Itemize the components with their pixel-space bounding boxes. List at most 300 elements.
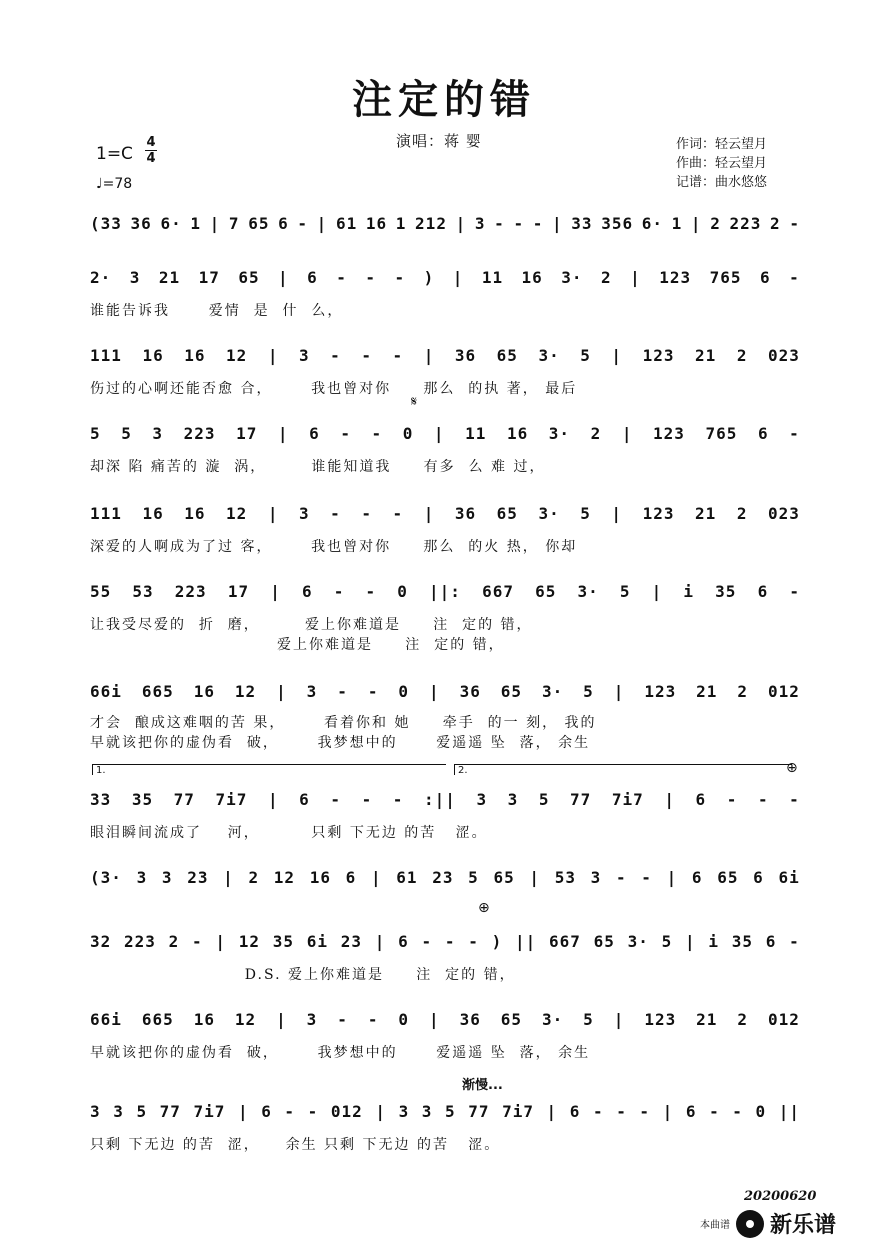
barline: |	[428, 1009, 440, 1029]
note-group: 5	[90, 423, 101, 443]
credits-block	[676, 135, 767, 192]
notes-line	[90, 676, 800, 706]
note-group: 17	[198, 267, 220, 287]
note-group: 16	[365, 213, 388, 233]
note-group: 111	[90, 345, 122, 365]
notes-line	[90, 1004, 800, 1034]
note-group: 21	[158, 267, 181, 287]
note-group: -	[337, 1009, 348, 1029]
notes-line	[90, 262, 800, 292]
note-group: -	[789, 213, 800, 233]
barline: |	[452, 267, 464, 287]
note-group: 667	[549, 931, 581, 951]
note-group: 6	[307, 267, 318, 287]
note-group: 6	[691, 867, 703, 887]
barline: |	[529, 867, 541, 887]
note-group: 6	[753, 867, 764, 887]
note-group: i	[708, 931, 720, 951]
barline: :||	[423, 789, 456, 809]
note-group: -	[371, 423, 383, 443]
lyric-line-2: 早就该把你的虚伪看 破， 我梦想中的 爱遥遥 坠 落， 余生	[90, 735, 591, 751]
note-group: 23	[187, 867, 209, 887]
note-group: -	[532, 213, 544, 233]
notes-line	[90, 576, 800, 606]
note-group: 6	[759, 267, 771, 287]
barline: |	[690, 213, 702, 233]
lyricist-credit: 作词：轻云望月	[676, 137, 768, 152]
barline: |	[237, 1101, 249, 1121]
note-group: -	[732, 1101, 743, 1121]
note-group: 012	[767, 681, 800, 701]
barline: |	[276, 1009, 287, 1029]
note-group: 65	[238, 267, 260, 287]
note-group: 21	[696, 1009, 718, 1029]
barline: |	[370, 867, 382, 887]
date-stamp: 20200620	[744, 1189, 817, 1204]
note-group: -	[789, 423, 800, 443]
segno-icon: 𝄋	[411, 394, 418, 410]
barline: |	[267, 503, 279, 523]
note-group: 53	[132, 581, 154, 601]
note-group: 6	[301, 581, 313, 601]
note-group: 3	[421, 1101, 433, 1121]
note-group: -	[421, 931, 433, 951]
note-group: 3·	[541, 681, 564, 701]
note-group: 3	[161, 867, 173, 887]
composer-credit: 作曲：轻云望月	[676, 156, 768, 171]
note-group: (3·	[90, 867, 122, 887]
note-group: -	[789, 931, 800, 951]
note-group: 5	[538, 789, 550, 809]
key-signature: 1=C	[96, 144, 133, 164]
meter-top: 4	[146, 135, 156, 150]
note-group: -	[789, 581, 800, 601]
note-group: 77	[173, 789, 195, 809]
note-group: 3	[129, 267, 141, 287]
note-group: 35	[731, 931, 754, 951]
note-group: 6	[569, 1101, 581, 1121]
note-group: 12	[226, 503, 248, 523]
barline: |	[423, 345, 435, 365]
lyric-line: 早就该把你的虚伪看 破， 我梦想中的 爱遥遥 坠 落， 余生	[90, 1045, 591, 1061]
notes-line	[90, 498, 800, 528]
note-group: 65	[496, 345, 518, 365]
note-group: 0	[755, 1101, 767, 1121]
barline: |	[613, 1009, 625, 1029]
barline: |	[223, 867, 234, 887]
note-group: -	[330, 503, 341, 523]
note-group: 111	[90, 503, 122, 523]
note-group: 223	[124, 931, 156, 951]
note-group: 16	[142, 503, 164, 523]
notes-line	[90, 340, 800, 370]
barline: |	[662, 1101, 674, 1121]
note-group: 36	[459, 681, 481, 701]
note-group: 356	[601, 213, 634, 233]
transcriber-credit: 记谱：曲水悠悠	[676, 175, 768, 190]
note-group: -	[340, 423, 351, 443]
note-group: 0	[402, 423, 414, 443]
barline: |	[375, 1101, 386, 1121]
note-group: 6	[299, 789, 310, 809]
note-group: 7i7	[502, 1101, 534, 1121]
note-group: 2	[737, 1009, 749, 1029]
notes-line	[90, 862, 800, 892]
note-group: 5	[580, 345, 591, 365]
note-group: 6	[345, 867, 357, 887]
note-group: -	[336, 267, 347, 287]
note-group: 0	[397, 581, 408, 601]
barline: |	[270, 581, 281, 601]
note-group: 21	[696, 681, 718, 701]
note-group: 3	[299, 345, 310, 365]
note-group: -	[444, 931, 456, 951]
note-group: 12	[234, 681, 257, 701]
note-group: )	[491, 931, 503, 951]
note-group: 6	[695, 789, 707, 809]
note-group: 33	[571, 213, 593, 233]
note-group: 2	[590, 423, 602, 443]
note-group: -	[330, 345, 341, 365]
note-group: 65	[248, 213, 270, 233]
barline: ||:	[429, 581, 461, 601]
logo-text: 新乐谱	[770, 1213, 837, 1238]
lyric-line: 眼泪瞬间流成了 河， 只剩 下无边 的苦 涩。	[90, 825, 488, 841]
note-group: -	[615, 867, 627, 887]
note-group: 36	[130, 213, 152, 233]
note-group: 17	[227, 581, 250, 601]
note-group: 3·	[627, 931, 649, 951]
barline: |	[666, 867, 678, 887]
singer-credit: 演唱：蒋 婴	[396, 132, 482, 150]
note-group: 66i	[90, 681, 122, 701]
note-group: 5	[583, 681, 594, 701]
barline: |	[277, 423, 289, 443]
note-group: 0	[398, 681, 410, 701]
barline: |	[267, 789, 279, 809]
note-group: 11	[465, 423, 487, 443]
song-title: 注定的错	[352, 76, 536, 123]
note-group: 6	[685, 1101, 697, 1121]
note-group: 7	[228, 213, 240, 233]
lyric-line: 却深 陷 痛苦的 漩 涡， 谁能知道我 有多 么 难 过，	[90, 459, 546, 475]
note-group: -	[192, 931, 203, 951]
site-logo	[700, 1208, 836, 1239]
note-group: 65	[500, 1009, 523, 1029]
notes-line	[90, 1096, 800, 1126]
note-group: -	[361, 789, 373, 809]
note-group: -	[757, 789, 769, 809]
note-group: 35	[272, 931, 295, 951]
note-group: 65	[500, 681, 523, 701]
note-group: 123	[644, 681, 677, 701]
note-group: 5	[619, 581, 631, 601]
note-group: 1	[190, 213, 201, 233]
note-group: -	[726, 789, 738, 809]
note-group: 6	[309, 423, 320, 443]
barline: |	[276, 681, 287, 701]
note-group: 21	[695, 345, 717, 365]
note-group: 16	[309, 867, 331, 887]
barline: |	[552, 213, 563, 233]
note-group: 5	[661, 931, 673, 951]
note-group: -	[468, 931, 479, 951]
note-group: 123	[644, 1009, 677, 1029]
note-group: 12	[273, 867, 296, 887]
note-group: 23	[432, 867, 454, 887]
note-group: 3	[474, 213, 486, 233]
barline: |	[630, 267, 641, 287]
note-group: 16	[506, 423, 529, 443]
note-group: 2	[248, 867, 260, 887]
note-group: -	[392, 789, 404, 809]
note-group: 765	[705, 423, 738, 443]
tempo-marking: ♩=78	[96, 176, 133, 192]
barline: |	[267, 345, 279, 365]
note-group: 12	[238, 931, 261, 951]
note-group: 3	[306, 1009, 318, 1029]
note-group: 5	[136, 1101, 148, 1121]
note-group: 3	[152, 423, 164, 443]
note-group: 5	[121, 423, 132, 443]
note-group: 6·	[160, 213, 182, 233]
barline: |	[611, 345, 623, 365]
lyric-line: 才会 酿成这难咽的苦 果， 看着你和 她 牵手 的一 刻， 我的	[90, 715, 597, 731]
note-group: 16	[193, 1009, 215, 1029]
note-group: 5	[445, 1101, 456, 1121]
note-group: -	[284, 1101, 296, 1121]
note-group: 3	[507, 789, 519, 809]
barline: |	[685, 931, 696, 951]
note-group: 36	[459, 1009, 481, 1029]
note-group: 65	[496, 503, 518, 523]
note-group: -	[365, 267, 377, 287]
disc-icon	[736, 1210, 764, 1238]
note-group: 6	[757, 581, 769, 601]
note-group: )	[423, 267, 435, 287]
note-group: 012	[767, 1009, 800, 1029]
note-group: 61	[396, 867, 418, 887]
note-group: 16	[521, 267, 543, 287]
note-group: 123	[659, 267, 692, 287]
note-group: 7i7	[215, 789, 248, 809]
note-group: 3	[299, 503, 310, 523]
note-group: -	[394, 267, 406, 287]
note-group: 5	[583, 1009, 594, 1029]
note-group: 16	[193, 681, 215, 701]
note-group: 6	[398, 931, 409, 951]
note-group: 55	[90, 581, 112, 601]
note-group: 12	[234, 1009, 257, 1029]
note-group: 33	[90, 789, 112, 809]
ritardando-marking: 渐慢...	[462, 1078, 503, 1093]
note-group: -	[337, 681, 348, 701]
lyric-line: 谁能告诉我 爱情 是 什 么，	[90, 303, 344, 319]
barline: |	[546, 1101, 558, 1121]
volta-second-ending: 2.	[454, 764, 792, 775]
note-group: -	[494, 213, 505, 233]
note-group: 65	[493, 867, 515, 887]
note-group: 665	[141, 681, 174, 701]
note-group: 2	[737, 681, 749, 701]
note-group: 223	[183, 423, 216, 443]
note-group: 765	[709, 267, 742, 287]
note-group: 1	[671, 213, 683, 233]
note-group: 3	[590, 867, 602, 887]
barline: |	[651, 581, 663, 601]
note-group: 2	[770, 213, 781, 233]
note-group: 3	[398, 1101, 410, 1121]
note-group: 61	[335, 213, 358, 233]
coda-icon: ⊕	[478, 900, 490, 916]
barline: |	[316, 213, 328, 233]
note-group: 123	[642, 503, 675, 523]
note-group: 0	[398, 1009, 410, 1029]
note-group: 123	[642, 345, 675, 365]
note-group: 2	[736, 345, 748, 365]
time-signature	[145, 136, 157, 165]
lyric-line: 只剩 下无边 的苦 涩， 余生 只剩 下无边 的苦 涩。	[90, 1137, 501, 1153]
notes-line	[90, 418, 800, 448]
note-group: 6	[261, 1101, 272, 1121]
note-group: 77	[468, 1101, 490, 1121]
note-group: 6·	[641, 213, 663, 233]
note-group: 6	[765, 931, 777, 951]
note-group: 665	[141, 1009, 174, 1029]
note-group: -	[616, 1101, 627, 1121]
note-group: 17	[236, 423, 258, 443]
notes-line	[90, 208, 800, 238]
lyric-line-2: 爱上你难道是 注 定的 错，	[90, 637, 505, 653]
barline: |	[611, 503, 623, 523]
note-group: 2	[710, 213, 721, 233]
note-group: 65	[717, 867, 739, 887]
note-group: 3	[136, 867, 148, 887]
lyric-line: 让我受尽爱的 折 磨， 爱上你难道是 注 定的 错，	[90, 617, 533, 633]
barline: |	[455, 213, 467, 233]
note-group: 65	[593, 931, 615, 951]
note-group: 012	[330, 1101, 363, 1121]
note-group: 3·	[548, 423, 571, 443]
barline: |	[374, 931, 386, 951]
coda-icon: ⊕	[786, 760, 798, 776]
note-group: 6i	[306, 931, 329, 951]
note-group: -	[789, 267, 800, 287]
note-group: 3·	[541, 1009, 564, 1029]
note-group: -	[297, 213, 309, 233]
note-group: -	[367, 1009, 379, 1029]
note-group: 32	[90, 931, 112, 951]
barline: ||	[515, 931, 537, 951]
note-group: 12	[226, 345, 248, 365]
note-group: 7i7	[611, 789, 644, 809]
note-group: 23	[340, 931, 363, 951]
note-group: i	[683, 581, 695, 601]
note-group: 6	[757, 423, 769, 443]
lyric-line: D.S. 爱上你难道是 注 定的 错，	[90, 967, 516, 983]
volta-first-ending: 1.	[92, 764, 446, 775]
note-group: 123	[653, 423, 685, 443]
note-group: -	[392, 503, 404, 523]
notes-line	[90, 784, 800, 814]
note-group: 16	[142, 345, 164, 365]
note-group: -	[330, 789, 341, 809]
note-group: -	[641, 867, 652, 887]
note-group: 35	[715, 581, 737, 601]
note-group: 16	[184, 345, 206, 365]
note-group: -	[361, 503, 372, 523]
note-group: 3·	[538, 345, 560, 365]
note-group: 3·	[561, 267, 583, 287]
note-group: 16	[184, 503, 206, 523]
note-group: -	[709, 1101, 720, 1121]
note-group: 6i	[778, 867, 800, 887]
note-group: 2·	[90, 267, 112, 287]
note-group: 223	[174, 581, 207, 601]
barline: |	[209, 213, 221, 233]
note-group: 2	[168, 931, 180, 951]
note-group: -	[307, 1101, 319, 1121]
note-group: 77	[159, 1101, 181, 1121]
note-group: 65	[535, 581, 557, 601]
note-group: -	[361, 345, 372, 365]
note-group: 3·	[577, 581, 599, 601]
note-group: 3	[306, 681, 318, 701]
barline: |	[613, 681, 625, 701]
note-group: 667	[482, 581, 514, 601]
barline: |	[664, 789, 675, 809]
barline: |	[215, 931, 227, 951]
note-group: -	[333, 581, 345, 601]
note-group: -	[639, 1101, 651, 1121]
note-group: 3·	[538, 503, 560, 523]
note-group: 3	[476, 789, 488, 809]
note-group: (33	[90, 213, 122, 233]
note-group: 223	[729, 213, 762, 233]
note-group: 66i	[90, 1009, 122, 1029]
note-group: -	[392, 345, 404, 365]
notes-line	[90, 926, 800, 956]
note-group: 023	[768, 345, 800, 365]
logo-small-text: 本曲谱	[700, 1220, 730, 1231]
note-group: 2	[601, 267, 612, 287]
note-group: 1	[395, 213, 407, 233]
lyric-line: 伤过的心啊还能否愈 合， 我也曾对你 那么 的执 著， 最后	[90, 381, 578, 397]
note-group: 212	[415, 213, 447, 233]
note-group: -	[365, 581, 377, 601]
note-group: 36	[454, 503, 477, 523]
note-group: -	[592, 1101, 604, 1121]
barline: |	[621, 423, 633, 443]
lyric-line: 深爱的人啊成为了过 客， 我也曾对你 那么 的火 热， 你却	[90, 539, 578, 555]
barline: |	[428, 681, 440, 701]
barline: |	[433, 423, 445, 443]
meter-bottom: 4	[146, 151, 156, 166]
barline: |	[423, 503, 435, 523]
barline: |	[278, 267, 289, 287]
note-group: 3	[90, 1101, 101, 1121]
barline: ||	[778, 1101, 800, 1121]
note-group: 11	[481, 267, 504, 287]
note-group: 5	[580, 503, 591, 523]
note-group: 6	[278, 213, 289, 233]
note-group: 023	[768, 503, 800, 523]
note-group: -	[789, 789, 800, 809]
note-group: 36	[454, 345, 477, 365]
note-group: 2	[736, 503, 748, 523]
note-group: -	[367, 681, 379, 701]
note-group: -	[513, 213, 525, 233]
